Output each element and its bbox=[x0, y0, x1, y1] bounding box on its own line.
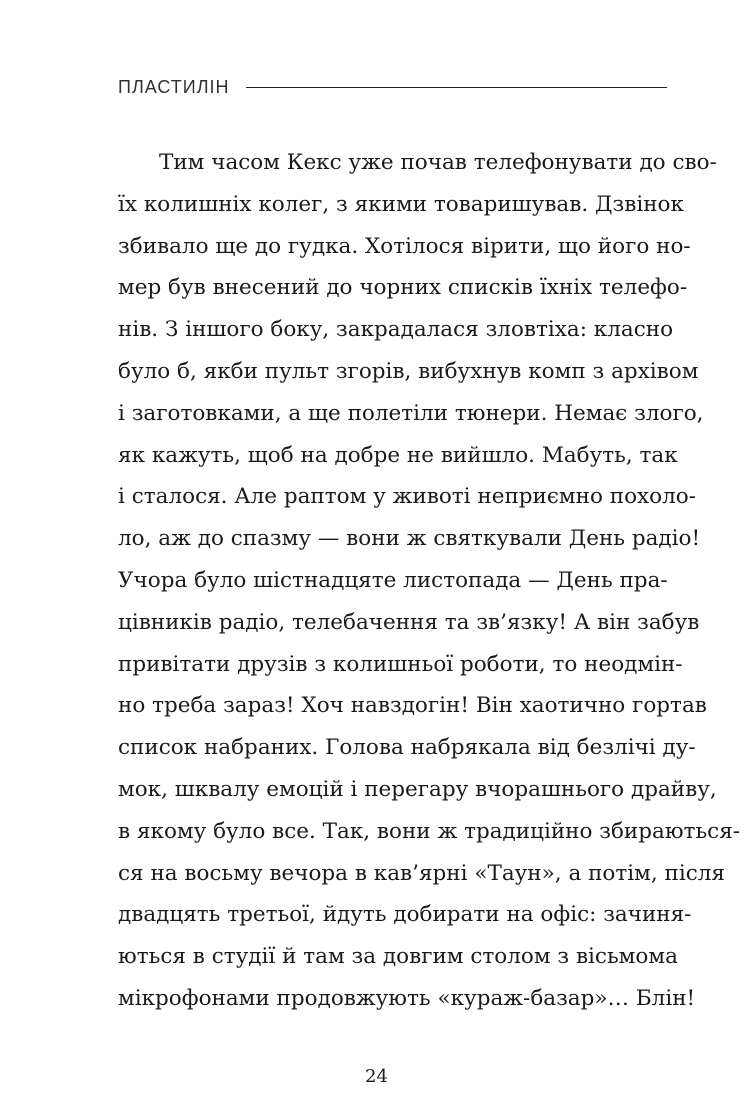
running-head-rule bbox=[246, 87, 667, 88]
text-line: привітати друзів з колишньої роботи, то неодмін- bbox=[118, 651, 683, 677]
text-line: мер був внесений до чорних списків їхніх телефо- bbox=[118, 275, 688, 301]
text-line: Тим часом Кекс уже почав телефонувати до сво- bbox=[159, 150, 717, 175]
text-line: Учора було шістнадцяте листопада — День пра- bbox=[118, 567, 668, 593]
body-text bbox=[118, 142, 741, 1020]
text-line: нів. З іншого боку, закрадалася зловтіха: класно bbox=[118, 317, 674, 343]
text-line: мікрофонами продовжують «кураж-базар»… Блін! bbox=[118, 985, 696, 1011]
text-line: ються в студії й там за довгим столом з вісьмома bbox=[118, 944, 678, 970]
text-line: двадцять третьої, йдуть добирати на офіс: зачиня- bbox=[118, 902, 692, 928]
text-line: ло, аж до спазму — вони ж святкували День радіо! bbox=[118, 526, 701, 552]
text-line: і сталося. Але раптом у животі неприємно похоло- bbox=[118, 484, 696, 510]
text-line: як кажуть, щоб на добре не вийшло. Мабуть, так bbox=[118, 442, 678, 468]
text-line: мок, шквалу емоцій і перегару вчорашнього драйву, bbox=[118, 776, 717, 802]
text-line: цівників радіо, телебачення та зв’язку! А він забув bbox=[118, 609, 700, 635]
text-line: ся на восьму вечора в кав’ярні «Таун», а потім, після bbox=[118, 860, 725, 886]
text-line: в якому було все. Так, вони ж традиційно збираються- bbox=[118, 818, 741, 844]
text-line: було б, якби пульт згорів, вибухнув комп з архівом bbox=[118, 358, 699, 384]
running-head bbox=[118, 74, 667, 100]
text-line: збивало ще до гудка. Хотілося вірити, що його но- bbox=[118, 233, 691, 259]
page-number: 24 bbox=[365, 1066, 388, 1087]
text-line: і заготовками, а ще полетіли тюнери. Немає злого, bbox=[118, 400, 704, 426]
text-line: список набраних. Голова набрякала від безлічі ду- bbox=[118, 735, 696, 761]
running-head-title: ПЛАСТИЛІН bbox=[118, 76, 230, 97]
text-line: но треба зараз! Хоч навздогін! Він хаотично гортав bbox=[118, 693, 707, 719]
text-line: їх колишніх колег, з якими товаришував. Дзвінок bbox=[118, 191, 684, 217]
